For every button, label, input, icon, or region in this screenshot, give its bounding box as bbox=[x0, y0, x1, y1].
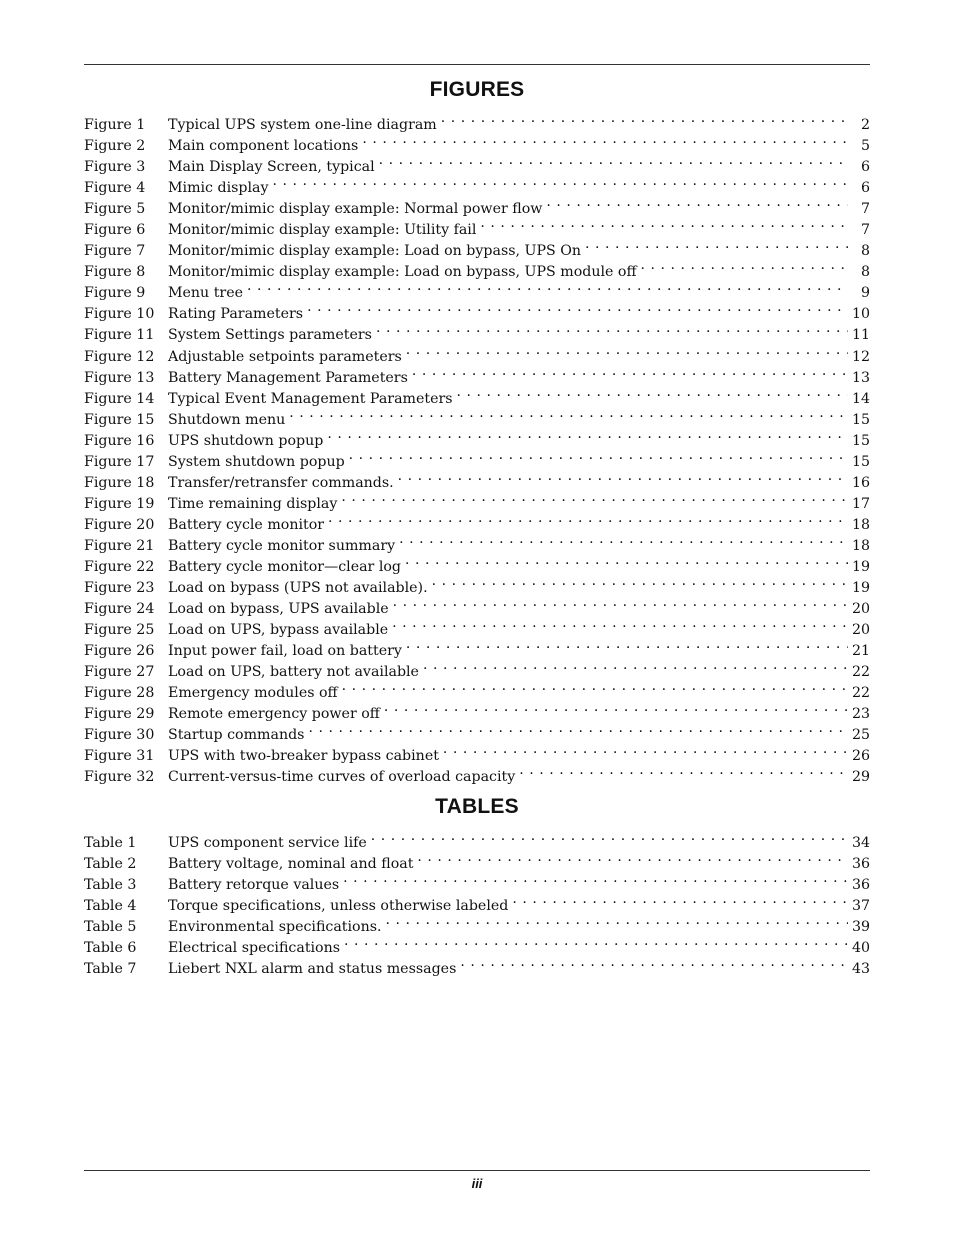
figure-entry-label: Figure 7 bbox=[84, 243, 146, 260]
figure-entry-title[interactable]: Battery cycle monitor bbox=[168, 516, 325, 533]
table-entry-title[interactable]: UPS component service life bbox=[168, 835, 367, 851]
figure-entry-label: Figure 21 bbox=[84, 537, 155, 554]
figure-entry-label: Figure 29 bbox=[84, 706, 155, 723]
figure-entry-label: Figure 1 bbox=[84, 117, 146, 133]
table-entry-title[interactable]: Electrical specifications bbox=[168, 940, 341, 957]
table-entry-label: Table 4 bbox=[84, 898, 137, 915]
figure-entry-label: Figure 13 bbox=[84, 369, 155, 386]
figure-entry-page[interactable]: 12 bbox=[851, 348, 870, 365]
table-entry-page[interactable]: 40 bbox=[851, 940, 870, 957]
dot-leader bbox=[412, 361, 848, 382]
figure-entry-label: Figure 27 bbox=[84, 664, 155, 681]
table-entry-page[interactable]: 34 bbox=[851, 835, 870, 851]
dot-leader bbox=[384, 697, 848, 718]
figure-entry-label: Figure 11 bbox=[84, 327, 155, 344]
figure-entry-label: Figure 32 bbox=[84, 769, 155, 786]
dot-leader bbox=[519, 760, 848, 781]
figure-entry-page[interactable]: 5 bbox=[860, 138, 870, 155]
figure-entry-label: Figure 18 bbox=[84, 474, 155, 491]
table-entry-title[interactable]: Torque specifications, unless otherwise labeled bbox=[168, 898, 509, 915]
figure-entry-page[interactable]: 26 bbox=[851, 748, 870, 765]
dot-leader bbox=[344, 931, 848, 952]
figure-entry-title[interactable]: Emergency modules off bbox=[168, 685, 338, 702]
figure-entry-label: Figure 5 bbox=[84, 201, 146, 218]
dot-leader bbox=[376, 318, 848, 339]
dot-leader bbox=[512, 889, 848, 910]
table-entry-label: Table 1 bbox=[84, 835, 137, 851]
figures-heading: FIGURES bbox=[429, 78, 525, 101]
dot-leader bbox=[441, 108, 848, 129]
dot-leader bbox=[327, 424, 848, 445]
figure-entry-title[interactable]: Typical UPS system one-line diagram bbox=[168, 117, 437, 133]
figure-entry-page[interactable]: 15 bbox=[851, 453, 870, 470]
figure-entry-label: Figure 8 bbox=[84, 264, 146, 281]
figure-entry-label: Figure 6 bbox=[84, 222, 146, 239]
figure-entry-page[interactable]: 29 bbox=[851, 769, 870, 786]
figure-entry-title[interactable]: Adjustable setpoints parameters bbox=[168, 348, 402, 365]
figure-entry-title[interactable]: Monitor/mimic display example: Load on bypass, UPS module off bbox=[168, 264, 637, 281]
table-entry-label: Table 6 bbox=[84, 940, 137, 957]
dot-leader bbox=[398, 466, 848, 487]
table-entry-label: Table 7 bbox=[84, 961, 137, 978]
figure-entry-title[interactable]: System Settings parameters bbox=[168, 327, 372, 344]
figure-entry-page[interactable]: 10 bbox=[851, 306, 870, 323]
dot-leader bbox=[362, 129, 848, 150]
tables-list bbox=[84, 826, 870, 978]
figure-entry-page[interactable]: 6 bbox=[860, 159, 870, 176]
dot-leader bbox=[307, 297, 848, 318]
figure-entry-title[interactable]: Battery cycle monitor summary bbox=[168, 537, 396, 554]
figure-entry-label: Figure 23 bbox=[84, 580, 155, 597]
figure-entry-title[interactable]: Monitor/mimic display example: Load on bypass, UPS On bbox=[168, 243, 582, 260]
page-number: iii bbox=[471, 1176, 483, 1191]
figure-entry-title[interactable]: Menu tree bbox=[168, 285, 243, 302]
dot-leader bbox=[341, 487, 848, 508]
figure-entry-label: Figure 20 bbox=[84, 516, 155, 533]
figure-entry-label: Figure 24 bbox=[84, 601, 155, 618]
figure-entry-page[interactable]: 21 bbox=[851, 643, 870, 660]
table-entry-page[interactable]: 36 bbox=[851, 856, 870, 873]
figure-entry-page[interactable]: 17 bbox=[851, 495, 870, 512]
figure-entry-page[interactable]: 22 bbox=[851, 685, 870, 702]
figure-entry-page[interactable]: 22 bbox=[851, 664, 870, 681]
dot-leader bbox=[405, 550, 848, 571]
figure-entry-page[interactable]: 2 bbox=[860, 117, 870, 133]
table-entry-label: Table 5 bbox=[84, 919, 137, 936]
table-entry[interactable] bbox=[84, 826, 870, 851]
dot-leader bbox=[393, 592, 848, 613]
figure-entry-page[interactable]: 19 bbox=[851, 580, 870, 597]
figure-entry-page[interactable]: 6 bbox=[860, 180, 870, 197]
dot-leader bbox=[349, 445, 848, 466]
figure-entry-title[interactable]: System shutdown popup bbox=[168, 453, 345, 470]
top-rule bbox=[84, 64, 870, 65]
figure-entry-page[interactable]: 25 bbox=[851, 727, 870, 744]
figure-entry-label: Figure 12 bbox=[84, 348, 155, 365]
figure-entry-page[interactable]: 15 bbox=[851, 411, 870, 428]
table-entry-title[interactable]: Environmental specifications. bbox=[168, 919, 382, 936]
figure-entry-title[interactable]: Input power fail, load on battery bbox=[168, 643, 402, 660]
dot-leader bbox=[392, 613, 848, 634]
figure-entry-page[interactable]: 13 bbox=[851, 369, 870, 386]
table-entry-title[interactable]: Battery retorque values bbox=[168, 877, 340, 894]
table-entry-label: Table 2 bbox=[84, 856, 137, 873]
figure-entry-label: Figure 31 bbox=[84, 748, 155, 765]
dot-leader bbox=[423, 655, 848, 676]
dot-leader bbox=[328, 508, 848, 529]
figure-entry-title[interactable]: Monitor/mimic display example: Utility fail bbox=[168, 222, 477, 239]
figures-list bbox=[84, 108, 870, 786]
dot-leader bbox=[308, 718, 847, 739]
dot-leader bbox=[443, 739, 848, 760]
table-entry-title[interactable]: Liebert NXL alarm and status messages bbox=[168, 961, 457, 978]
dot-leader bbox=[386, 910, 848, 931]
figure-entry-title[interactable]: Main Display Screen, typical bbox=[168, 159, 375, 176]
figure-entry-title[interactable]: Mimic display bbox=[168, 180, 269, 197]
figure-entry-page[interactable]: 19 bbox=[851, 558, 870, 575]
dot-leader bbox=[417, 847, 848, 868]
figure-entry-page[interactable]: 20 bbox=[851, 601, 870, 618]
dot-leader bbox=[641, 255, 848, 276]
dot-leader bbox=[546, 192, 848, 213]
figure-entry[interactable] bbox=[84, 108, 870, 133]
figure-entry-title[interactable]: Time remaining display bbox=[168, 495, 338, 512]
figure-entry-title[interactable]: Current-versus-time curves of overload capacity bbox=[168, 769, 516, 786]
dot-leader bbox=[379, 150, 848, 171]
figure-entry-title[interactable]: Load on UPS, bypass available bbox=[168, 622, 389, 639]
figure-entry-title[interactable]: Remote emergency power off bbox=[168, 706, 380, 723]
dot-leader bbox=[585, 234, 848, 255]
figure-entry-page[interactable]: 15 bbox=[851, 432, 870, 449]
table-entry-page[interactable]: 39 bbox=[851, 919, 870, 936]
figure-entry-title[interactable]: Load on UPS, battery not available bbox=[168, 664, 419, 681]
figure-entry-label: Figure 17 bbox=[84, 453, 155, 470]
dot-leader bbox=[371, 826, 848, 847]
figure-entry-page[interactable]: 18 bbox=[851, 516, 870, 533]
dot-leader bbox=[406, 340, 848, 361]
dot-leader bbox=[343, 868, 848, 889]
figure-entry-page[interactable]: 8 bbox=[860, 243, 870, 260]
figure-entry-label: Figure 14 bbox=[84, 390, 155, 407]
figure-entry-label: Figure 10 bbox=[84, 306, 155, 323]
figure-entry-label: Figure 19 bbox=[84, 495, 155, 512]
figure-entry-title[interactable]: UPS with two-breaker bypass cabinet bbox=[168, 748, 439, 765]
figure-entry-title[interactable]: Battery cycle monitor—clear log bbox=[168, 558, 402, 575]
table-entry-page[interactable]: 36 bbox=[851, 877, 870, 894]
figure-entry-page[interactable]: 7 bbox=[860, 222, 870, 239]
figure-entry-label: Figure 9 bbox=[84, 285, 146, 302]
figure-entry-title[interactable]: Transfer/retransfer commands. bbox=[168, 474, 394, 491]
figure-entry-page[interactable]: 23 bbox=[851, 706, 870, 723]
figure-entry-label: Figure 16 bbox=[84, 432, 155, 449]
dot-leader bbox=[342, 676, 848, 697]
figure-entry-title[interactable]: Typical Event Management Parameters bbox=[168, 390, 453, 407]
table-entry-label: Table 3 bbox=[84, 877, 137, 894]
dot-leader bbox=[457, 382, 848, 403]
figure-entry-page[interactable]: 7 bbox=[860, 201, 870, 218]
figure-entry-title[interactable]: Rating Parameters bbox=[168, 306, 304, 323]
figure-entry-label: Figure 26 bbox=[84, 643, 155, 660]
figure-entry-title[interactable]: Load on bypass (UPS not available). bbox=[168, 580, 428, 597]
figure-entry-page[interactable]: 14 bbox=[851, 390, 870, 407]
figure-entry-label: Figure 3 bbox=[84, 159, 146, 176]
figure-entry-label: Figure 25 bbox=[84, 622, 155, 639]
tables-heading: TABLES bbox=[435, 795, 519, 818]
dot-leader bbox=[406, 634, 848, 655]
figure-entry-title[interactable]: UPS shutdown popup bbox=[168, 432, 324, 449]
dot-leader bbox=[432, 571, 848, 592]
dot-leader bbox=[247, 276, 848, 297]
figure-entry-title[interactable]: Shutdown menu bbox=[168, 411, 286, 428]
figure-entry-page[interactable]: 18 bbox=[851, 537, 870, 554]
figure-entry-title[interactable]: Battery Management Parameters bbox=[168, 369, 408, 386]
figure-entry-title[interactable]: Startup commands bbox=[168, 727, 305, 744]
bottom-rule bbox=[84, 1170, 870, 1171]
figure-entry-page[interactable]: 8 bbox=[860, 264, 870, 281]
figure-entry-page[interactable]: 20 bbox=[851, 622, 870, 639]
table-entry-page[interactable]: 37 bbox=[851, 898, 870, 915]
figure-entry-page[interactable]: 11 bbox=[851, 327, 870, 344]
figure-entry-label: Figure 28 bbox=[84, 685, 155, 702]
dot-leader bbox=[399, 529, 848, 550]
figure-entry-label: Figure 2 bbox=[84, 138, 146, 155]
figure-entry-page[interactable]: 16 bbox=[851, 474, 870, 491]
table-entry-page[interactable]: 43 bbox=[851, 961, 870, 978]
table-entry-title[interactable]: Battery voltage, nominal and float bbox=[168, 856, 414, 873]
dot-leader bbox=[480, 213, 848, 234]
dot-leader bbox=[460, 952, 848, 973]
figure-entry-page[interactable]: 9 bbox=[860, 285, 870, 302]
dot-leader bbox=[273, 171, 848, 192]
figure-entry-label: Figure 15 bbox=[84, 411, 155, 428]
figure-entry-label: Figure 30 bbox=[84, 727, 155, 744]
figure-entry-title[interactable]: Main component locations bbox=[168, 138, 359, 155]
figure-entry-label: Figure 22 bbox=[84, 558, 155, 575]
figure-entry-title[interactable]: Monitor/mimic display example: Normal power flow bbox=[168, 201, 543, 218]
figure-entry-label: Figure 4 bbox=[84, 180, 146, 197]
dot-leader bbox=[289, 403, 848, 424]
figure-entry-title[interactable]: Load on bypass, UPS available bbox=[168, 601, 389, 618]
